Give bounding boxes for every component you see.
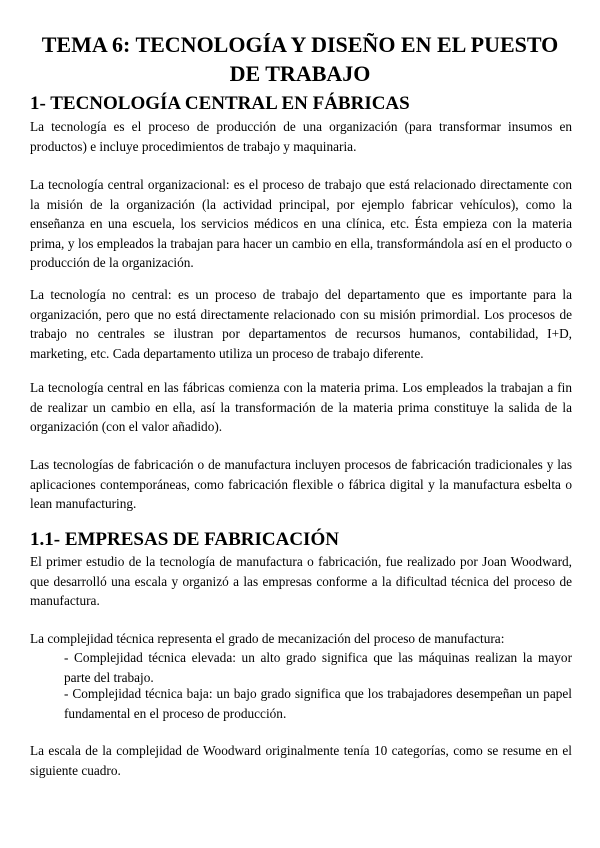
paragraph-8: La escala de la complejidad de Woodward originalmente tenía 10 categorías, como se resume en el siguiente cuadro. bbox=[30, 743, 572, 778]
paragraph-3: La tecnología no central: es un proceso de trabajo del departamento que es importante para la organización, pero que no está directamente relacionado con su misión primordial. Los procesos de trabajo no centrales se ilustran por departamentos de recursos humanos, contabilidad, I+D, marketing, etc. Cada departamento utiliza un proceso de trabajo diferente. bbox=[30, 287, 572, 361]
section-heading-1-1: 1.1- EMPRESAS DE FABRICACIÓN bbox=[30, 529, 339, 550]
page-title: TEMA 6: TECNOLOGÍA Y DISEÑO EN EL PUESTO DE TRABAJO bbox=[41, 32, 559, 86]
paragraph-7: La complejidad técnica representa el grado de mecanización del proceso de manufactura: bbox=[30, 631, 505, 646]
paragraph-6: El primer estudio de la tecnología de manufactura o fabricación, fue realizado por Joan Woodward, que desarrolló una escala y organizó a las empresas conforme a la dificultad técnica del proceso de manufactura. bbox=[30, 554, 572, 608]
list-item-low-complexity: - Complejidad técnica baja: un bajo grado significa que los trabajadores desempeñan un papel fundamental en el proceso de producción. bbox=[64, 686, 572, 721]
paragraph-4: La tecnología central en las fábricas comienza con la materia prima. Los empleados la trabajan a fin de realizar un cambio en ella, así la transformación de la materia prima constituye la salida de la organización (con el valor añadido). bbox=[30, 380, 572, 434]
paragraph-1: La tecnología es el proceso de producción de una organización (para transformar insumos en productos) e incluye procedimientos de trabajo y maquinaria. bbox=[30, 119, 572, 154]
paragraph-2: La tecnología central organizacional: es el proceso de trabajo que está relacionado directamente con la misión de la organización (la actividad principal, por ejemplo fabricar vehículos), como la enseñanza en una escuela, los servicios médicos en una clínica, etc. Ésta empieza con la materia prima, y los empleados la trabajan para hacer un cambio en ella, transformándola así en el producto o producción de la organización. bbox=[30, 177, 572, 270]
section-heading-1: 1- TECNOLOGÍA CENTRAL EN FÁBRICAS bbox=[30, 93, 410, 114]
list-item-high-complexity: - Complejidad técnica elevada: un alto grado significa que las máquinas realizan la mayor parte del trabajo. bbox=[64, 650, 572, 685]
paragraph-5: Las tecnologías de fabricación o de manufactura incluyen procesos de fabricación tradicionales y las aplicaciones contemporáneas, como fabricación flexible o fábrica digital y la manufactura esbelta o lean manufacturing. bbox=[30, 457, 572, 511]
